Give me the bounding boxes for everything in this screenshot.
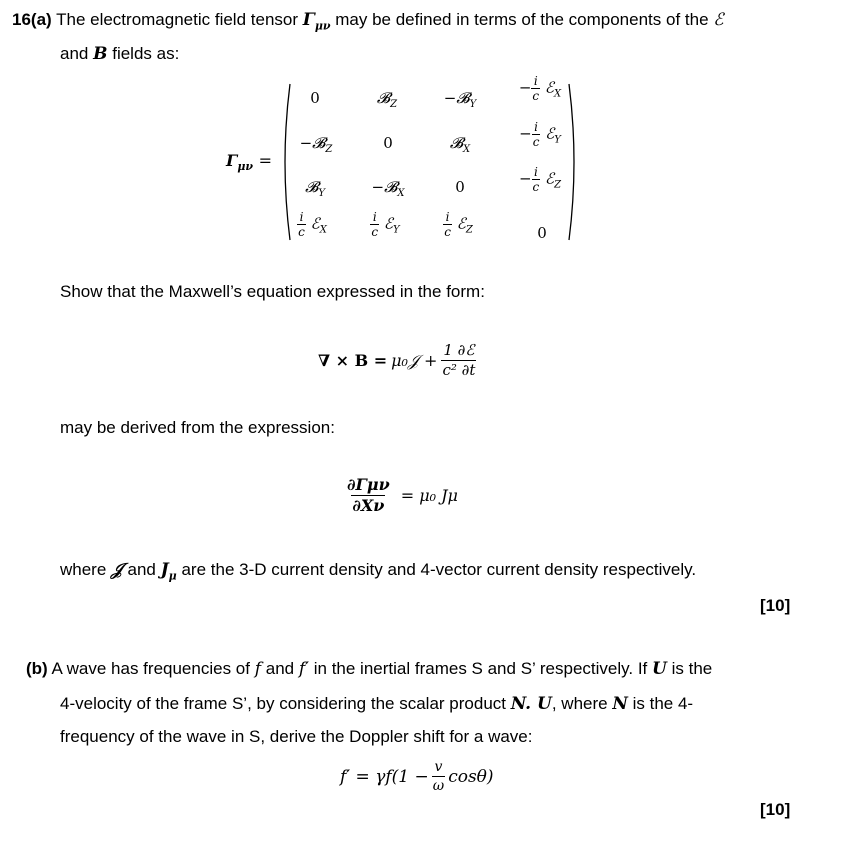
maxwell-fraction: $\frac{\text{1 ∂ℰ}}{\text{c² ∂t}}$ — [442, 341, 476, 379]
matrix-cell-4-2: $\frac{i}{c}$ ℰ$_Y$ — [371, 210, 400, 239]
tensor-equation-fraction: $\frac{\text{∂Γμν}}{\partial X\nu}$ — [347, 475, 390, 515]
derived-text: may be derived from the expression: — [60, 418, 335, 437]
b-field-symbol: B — [93, 44, 108, 64]
question-16b-line2: 4-velocity of the frame S’, by considering the scalar product N. U, where N is the 4- — [60, 694, 694, 714]
matrix-cell-2-2: 0 — [383, 134, 393, 152]
matrix-cell-2-3: 𝓑$_X$ — [449, 134, 471, 155]
matrix-cell-2-4: − $\frac{i}{c}$ ℰ$_Y$ — [519, 120, 561, 149]
maxwell-mu-j: μ₀𝒥 + — [391, 350, 438, 370]
matrix-cell-4-4: 0 — [537, 224, 547, 242]
question-label-16a: 16(a) — [12, 10, 52, 29]
e-field-symbol: ℰ — [713, 10, 724, 30]
matrix-cell-4-1: $\frac{i}{c}$ ℰ$_X$ — [298, 210, 327, 239]
tensor-equation-rhs: = μ₀ Jμ — [400, 486, 458, 505]
doppler-equation: f′ = γf(1 − $\frac{v}{\omega}$ cosθ) — [340, 759, 494, 794]
question-label-16b: (b) — [26, 659, 48, 678]
j-mu-symbol: $J_\mu$ — [160, 560, 177, 583]
matrix-cell-1-2: 𝓑$_Z$ — [376, 89, 398, 110]
question-16b-line3: frequency of the wave in S, derive the Doppler shift for a wave: — [60, 727, 533, 746]
intro-text-after: may be defined in terms of the components of the — [335, 10, 709, 29]
tensor-equation — [346, 477, 458, 514]
matrix-cell-3-2: −𝓑$_X$ — [371, 178, 405, 199]
matrix-cell-1-4: − $\frac{i}{c}$ ℰ$_X$ — [518, 74, 562, 103]
j-symbol: 𝒥 — [111, 560, 123, 580]
show-that-text: Show that the Maxwell’s equation expressed in the form: — [60, 282, 485, 301]
marks-part-b: [10] — [760, 800, 791, 819]
matrix-right-bracket — [567, 82, 581, 242]
matrix-cell-3-1: 𝓑$_Y$ — [305, 178, 325, 199]
matrix-lhs: $\Gamma_{\mu\nu}$ = — [226, 151, 273, 174]
matrix-cell-4-3: $\frac{i}{c}$ ℰ$_Z$ — [444, 210, 473, 239]
matrix-cell-2-1: −𝓑$_Z$ — [299, 134, 333, 155]
matrix-cell-1-3: −𝓑$_Y$ — [443, 89, 477, 110]
maxwell-lhs: ∇ × B = — [318, 351, 388, 370]
question-16a-line1 — [12, 10, 724, 32]
matrix-cell-3-4: − $\frac{i}{c}$ ℰ$_Z$ — [518, 165, 562, 194]
question-16b-line1: (b) A wave has frequencies of f and f′ in the inertial frames S and S’ respectively. If U is the — [26, 659, 713, 679]
maxwell-equation — [318, 343, 476, 378]
marks-part-a: [10] — [760, 596, 791, 615]
gamma-tensor-symbol: $\Gamma_{\mu\nu}$ — [302, 10, 331, 33]
matrix-cell-3-3: 0 — [455, 178, 465, 196]
question-16a-line2: and B fields as: — [60, 44, 180, 64]
intro-text: The electromagnetic field tensor — [56, 10, 299, 29]
matrix-cell-1-1: 0 — [310, 89, 320, 107]
where-line: where 𝒥 and $J_\mu$ are the 3-D current density and 4-vector current density respectively. — [60, 560, 697, 583]
